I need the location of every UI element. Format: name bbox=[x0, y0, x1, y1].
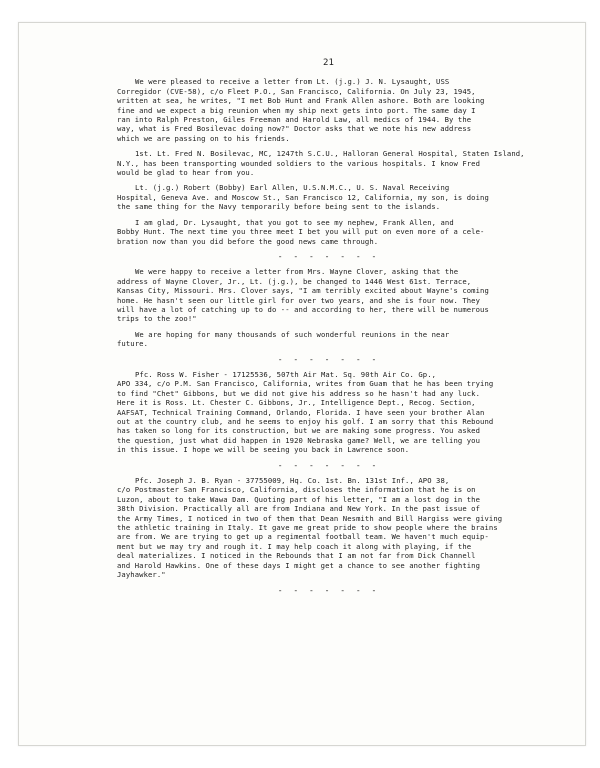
section-separator: - - - - - - - bbox=[277, 585, 380, 595]
text-line: deal materializes. I noticed in the Rebounds that I am not far from Dick Channell bbox=[117, 551, 476, 561]
page-content bbox=[117, 59, 540, 601]
paragraph bbox=[117, 330, 540, 349]
text-line: N.Y., has been transporting wounded soldiers to the various hospitals. I know Fred bbox=[117, 158, 481, 168]
text-line: has taken so long for its construction, but we are making some progress. You asked bbox=[117, 426, 481, 436]
text-line: will have a lot of catching up to do -- and according to her, there will be numerous bbox=[117, 304, 489, 314]
text-line: home. He hasn't seen our little girl for over two years, and she is four now. They bbox=[117, 295, 481, 305]
section-separator: - - - - - - - bbox=[277, 251, 380, 261]
text-line: Pfc. Joseph J. B. Ryan - 37755009, Hq. Co. 1st. Bn. 131st Inf., APO 38, bbox=[135, 476, 450, 486]
text-line: APO 334, c/o P.M. San Francisco, California, writes from Guam that he has been trying bbox=[117, 379, 494, 389]
text-line: 1st. Lt. Fred N. Bosilevac, MC, 1247th S.C.U., Halloran General Hospital, Staten Island, bbox=[135, 149, 525, 159]
text-line: the same thing for the Navy temporarily before being sent to the islands. bbox=[117, 202, 441, 212]
text-line: Corregidor (CVE-58), c/o Fleet P.O., San Francisco, California. On July 23, 1945, bbox=[117, 86, 476, 96]
text-line: Jayhawker." bbox=[117, 570, 166, 580]
text-line: 38th Division. Practically all are from Indiana and New York. In the past issue of bbox=[117, 504, 481, 514]
page-number: 21 bbox=[322, 58, 335, 68]
text-line: out at the country club, and he seems to enjoy his golf. I am sorry that this Rebound bbox=[117, 417, 494, 426]
document-page bbox=[18, 22, 586, 746]
text-line: to find "Chet" Gibbons, but we did not give his address so he hasn't had any luck. bbox=[117, 388, 481, 398]
paragraph bbox=[117, 267, 540, 323]
text-line: ment but we may try and rough it. I may help coach it along with playing, if the bbox=[117, 541, 472, 551]
text-line: address of Wayne Clover, Jr., Lt. (j.g.), be changed to 1446 West 61st. Terrace, bbox=[117, 276, 472, 286]
paragraph bbox=[117, 218, 540, 246]
text-line: Kansas City, Missouri. Mrs. Clover says, "I am terribly excited about Wayne's coming bbox=[117, 286, 489, 296]
section-separator: - - - - - - - bbox=[277, 460, 380, 470]
text-line: written at sea, he writes, "I met Bob Hunt and Frank Allen ashore. Both are looking bbox=[117, 96, 485, 106]
section-separator: - - - - - - - bbox=[277, 354, 380, 364]
text-line: fine and we expect a big reunion when my ship next gets into port. The same day I bbox=[117, 105, 476, 115]
text-line: We are hoping for many thousands of such wonderful reunions in the near bbox=[135, 329, 450, 339]
text-line: Hospital, Geneva Ave. and Moscow St., San Francisco 12, California, my son, is doing bbox=[117, 192, 489, 202]
text-line: Here it is Ross. Lt. Chester C. Gibbons, Jr., Intelligence Dept., Recog. Section, bbox=[117, 398, 476, 408]
text-line: future. bbox=[117, 339, 148, 349]
letter-body bbox=[117, 77, 540, 595]
text-line: Luzon, about to take Wawa Dam. Quoting part of his letter, "I am a lost dog in the bbox=[117, 494, 481, 504]
paragraph bbox=[117, 149, 540, 177]
text-line: the Army Times, I noticed in two of them that Dean Nesmith and Bill Hargiss were giving bbox=[117, 513, 503, 523]
text-line: c/o Postmaster San Francisco, California, discloses the information that he is on bbox=[117, 485, 476, 495]
paragraph bbox=[117, 183, 540, 211]
text-line: way, what is Fred Bosilevac doing now?" Doctor asks that we note his new address bbox=[117, 124, 472, 134]
text-line: We were happy to receive a letter from Mrs. Wayne Clover, asking that the bbox=[135, 267, 459, 277]
paragraph bbox=[117, 77, 540, 143]
text-line: Lt. (j.g.) Robert (Bobby) Earl Allen, U.S.N.M.C., U. S. Naval Receiving bbox=[135, 183, 450, 193]
text-line: the athletic training in Italy. It gave me great pride to show people where the brains bbox=[117, 523, 498, 533]
paragraph bbox=[117, 370, 540, 455]
text-line: would be glad to hear from you. bbox=[117, 168, 255, 178]
text-line: Bobby Hunt. The next time you three meet I bet you will put on even more of a cele- bbox=[117, 227, 485, 237]
text-line: the question, just what did happen in 1920 Nebraska game? Well, we are telling you bbox=[117, 435, 481, 445]
text-line: in this issue. I hope we will be seeing you back in Lawrence soon. bbox=[117, 445, 410, 455]
text-line: We were pleased to receive a letter from Lt. (j.g.) J. N. Lysaught, USS bbox=[135, 77, 450, 87]
text-line: trips to the zoo!" bbox=[117, 314, 197, 324]
paragraph bbox=[117, 476, 540, 579]
text-line: AAFSAT, Technical Training Command, Orlando, Florida. I have seen your brother Alan bbox=[117, 407, 485, 417]
text-line: ran into Ralph Preston, Giles Freeman and Harold Law, all medics of 1944. By the bbox=[117, 115, 472, 125]
text-line: are from. We are trying to get up a regimental football team. We haven't much equip- bbox=[117, 532, 489, 542]
text-line: Pfc. Ross W. Fisher - 17125536, 507th Air Mat. Sq. 90th Air Co. Gp., bbox=[135, 369, 437, 379]
text-line: which we are passing on to his friends. bbox=[117, 133, 290, 143]
text-line: and Harold Hawkins. One of these days I might get a chance to see another fighting bbox=[117, 560, 481, 570]
text-line: I am glad, Dr. Lysaught, that you got to see my nephew, Frank Allen, and bbox=[135, 217, 454, 227]
text-line: bration now than you did before the good news came through. bbox=[117, 236, 379, 246]
